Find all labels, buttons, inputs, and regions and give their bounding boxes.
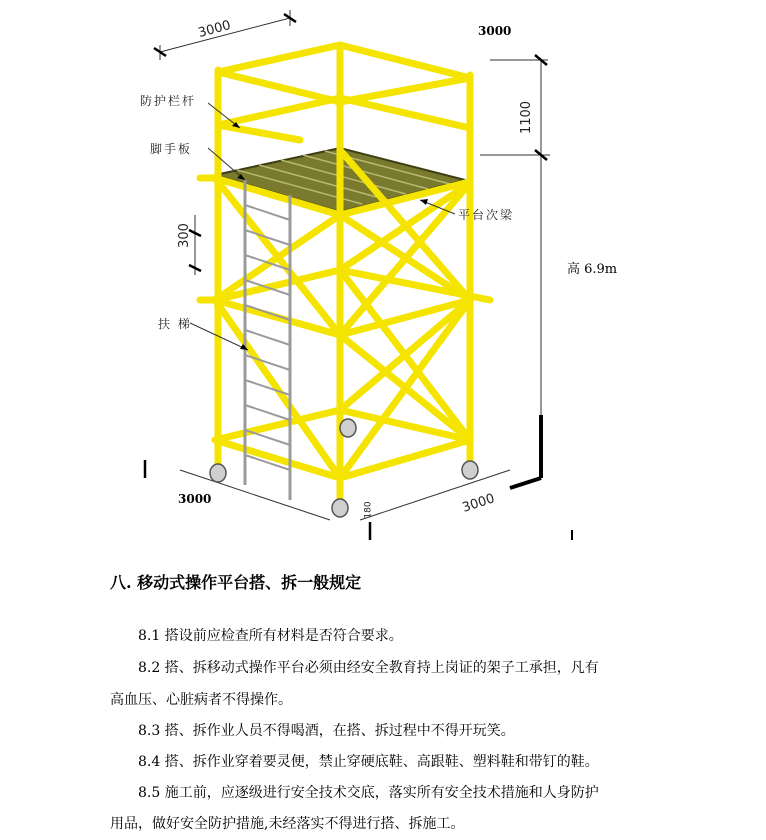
dim-top-right: 3000 bbox=[478, 24, 512, 38]
paragraph-8-5-cont: 用品，做好安全防护措施,未经落实不得进行搭、拆施工。 bbox=[110, 816, 465, 832]
dim-wheel: 180 bbox=[363, 501, 374, 519]
dim-rail-height: 1100 bbox=[519, 100, 535, 135]
paragraph-8-5: 8.5 施工前，应逐级进行安全技术交底，落实所有安全技术措施和人身防护 bbox=[138, 785, 599, 801]
paragraph-8-3: 8.3 搭、拆作业人员不得喝酒，在搭、拆过程中不得开玩笑。 bbox=[138, 723, 515, 739]
paragraph-8-2: 8.2 搭、拆移动式操作平台必须由经安全教育持上岗证的架子工承担，凡有 bbox=[138, 660, 599, 676]
label-guardrail: 防护栏杆 bbox=[140, 94, 197, 108]
dim-bottom-left: 3000 bbox=[178, 492, 212, 506]
label-beam: 平台次梁 bbox=[458, 208, 515, 222]
label-board: 脚手板 bbox=[150, 142, 193, 156]
label-ladder: 扶 梯 bbox=[158, 317, 192, 331]
height-note: 高 6.9m bbox=[567, 262, 618, 277]
dim-step: 300 bbox=[176, 223, 192, 248]
dim-bottom-right: 3000 bbox=[460, 491, 497, 516]
section-title: 八. 移动式操作平台搭、拆一般规定 bbox=[110, 573, 362, 592]
paragraph-8-4: 8.4 搭、拆作业穿着要灵便，禁止穿硬底鞋、高跟鞋、塑料鞋和带钉的鞋。 bbox=[138, 754, 599, 770]
paragraph-8-1: 8.1 搭设前应检查所有材料是否符合要求。 bbox=[138, 628, 403, 644]
paragraph-8-2-cont: 高血压、心脏病者不得操作。 bbox=[110, 692, 292, 708]
dim-top-left: 3000 bbox=[196, 17, 233, 42]
